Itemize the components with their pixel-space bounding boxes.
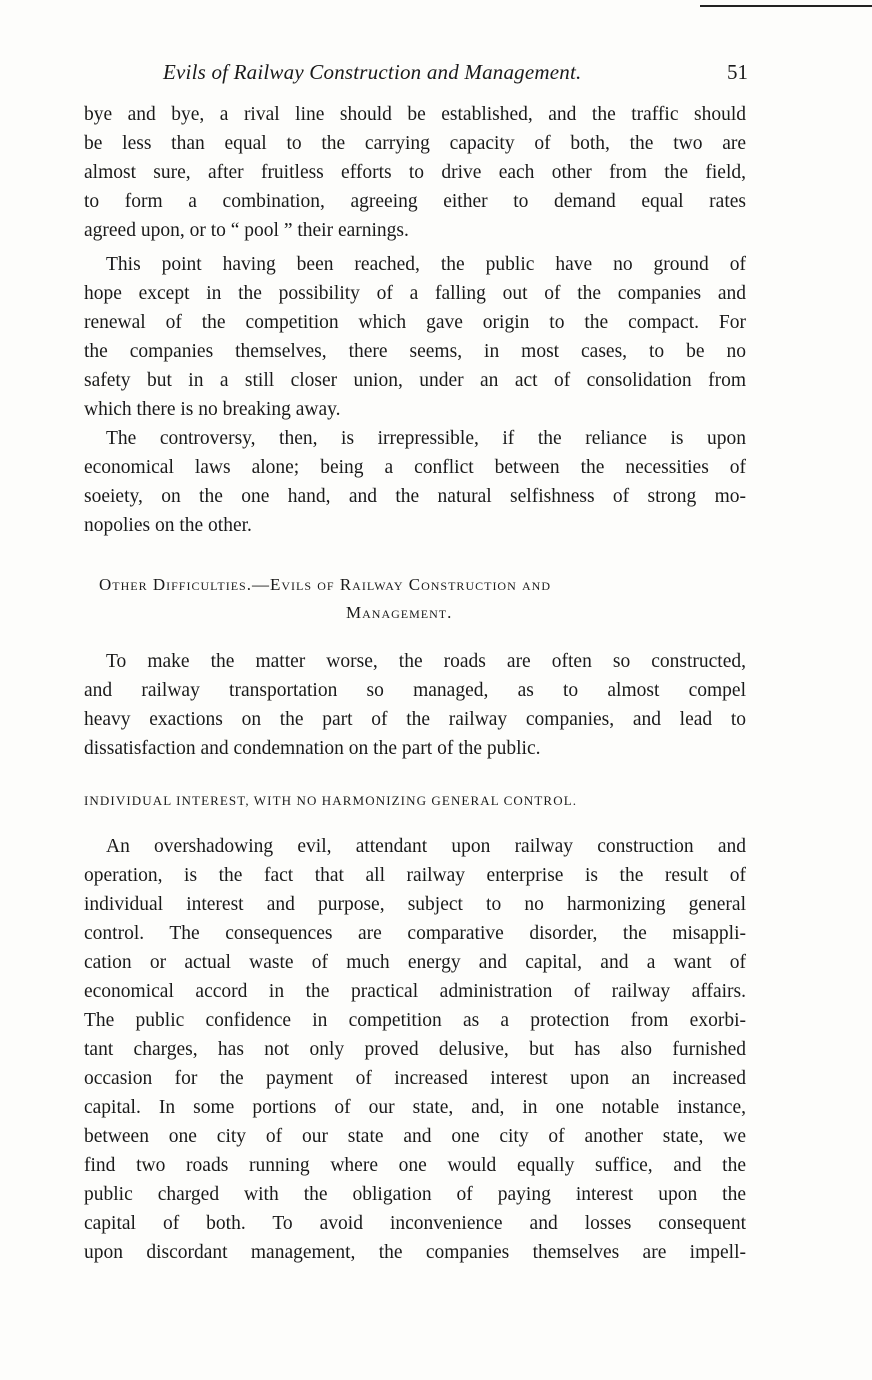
paragraph-make-worse xyxy=(84,647,746,763)
text-line: dissatisfaction and condemnation on the part of the public. xyxy=(84,738,541,759)
text-line: the companies themselves, there seems, in most cases, to be no xyxy=(84,341,746,362)
text-line: hope except in the possibility of a falling out of the companies and xyxy=(84,283,746,304)
section-heading-line-1: Other Difficulties.—Evils of Railway Construction and xyxy=(99,575,552,594)
text-line: capital. In some portions of our state, and, in one notable instance, xyxy=(84,1097,746,1118)
section-heading-line-2: Management. xyxy=(346,603,453,622)
text-line: renewal of the competition which gave origin to the compact. For xyxy=(84,312,746,333)
paragraph-overshadowing-evil xyxy=(84,832,746,1267)
running-title: Evils of Railway Construction and Management. xyxy=(163,60,582,84)
text-line: public charged with the obligation of paying interest upon the xyxy=(84,1184,746,1205)
text-line: soeiety, on the one hand, and the natural selfishness of strong mo- xyxy=(84,486,746,507)
text-line: The public confidence in competition as a protection from exorbi- xyxy=(84,1010,746,1031)
running-header xyxy=(0,60,872,90)
text-line: heavy exactions on the part of the railway companies, and lead to xyxy=(84,709,746,730)
text-line: economical accord in the practical administration of railway affairs. xyxy=(84,981,746,1002)
text-line: tant charges, has not only proved delusive, but has also furnished xyxy=(84,1039,746,1060)
text-line: control. The consequences are comparative disorder, the misappli- xyxy=(84,923,746,944)
text-line: be less than equal to the carrying capacity of both, the two are xyxy=(84,133,746,154)
text-line: between one city of our state and one city of another state, we xyxy=(84,1126,746,1147)
text-line: safety but in a still closer union, under an act of consolidation from xyxy=(84,370,746,391)
text-line: cation or actual waste of much energy and capital, and a want of xyxy=(84,952,746,973)
text-line: upon discordant management, the companies themselves are impell- xyxy=(84,1242,746,1263)
text-line: to form a combination, agreeing either to demand equal rates xyxy=(84,191,746,212)
text-line: To make the matter worse, the roads are often so constructed, xyxy=(106,651,746,672)
paragraph-this-point xyxy=(84,250,746,424)
text-line: find two roads running where one would equally suffice, and the xyxy=(84,1155,746,1176)
text-line: capital of both. To avoid inconvenience and losses consequent xyxy=(84,1213,746,1234)
text-line: almost sure, after fruitless efforts to drive each other from the field, xyxy=(84,162,746,183)
text-line: and railway transportation so managed, as to almost compel xyxy=(84,680,746,701)
text-line: occasion for the payment of increased interest upon an increased xyxy=(84,1068,746,1089)
text-line: The controversy, then, is irrepressible, if the reliance is upon xyxy=(106,428,746,449)
top-edge-rule xyxy=(700,5,872,7)
text-line: An overshadowing evil, attendant upon railway construction and xyxy=(106,836,746,857)
text-line: agreed upon, or to “ pool ” their earnings. xyxy=(84,220,409,241)
paragraph-continuation xyxy=(84,100,746,245)
text-line: This point having been reached, the public have no ground of xyxy=(106,254,746,275)
text-line: which there is no breaking away. xyxy=(84,399,341,420)
paragraph-controversy xyxy=(84,424,746,540)
text-line: nopolies on the other. xyxy=(84,515,252,536)
text-line: bye and bye, a rival line should be established, and the traffic should xyxy=(84,104,746,125)
text-line: individual interest and purpose, subject to no harmonizing general xyxy=(84,894,746,915)
text-line: economical laws alone; being a conflict between the necessities of xyxy=(84,457,746,478)
subheading: INDIVIDUAL INTEREST, WITH NO HARMONIZING GENERAL CONTROL. xyxy=(84,793,578,808)
page-number: 51 xyxy=(727,60,748,84)
text-line: operation, is the fact that all railway enterprise is the result of xyxy=(84,865,746,886)
